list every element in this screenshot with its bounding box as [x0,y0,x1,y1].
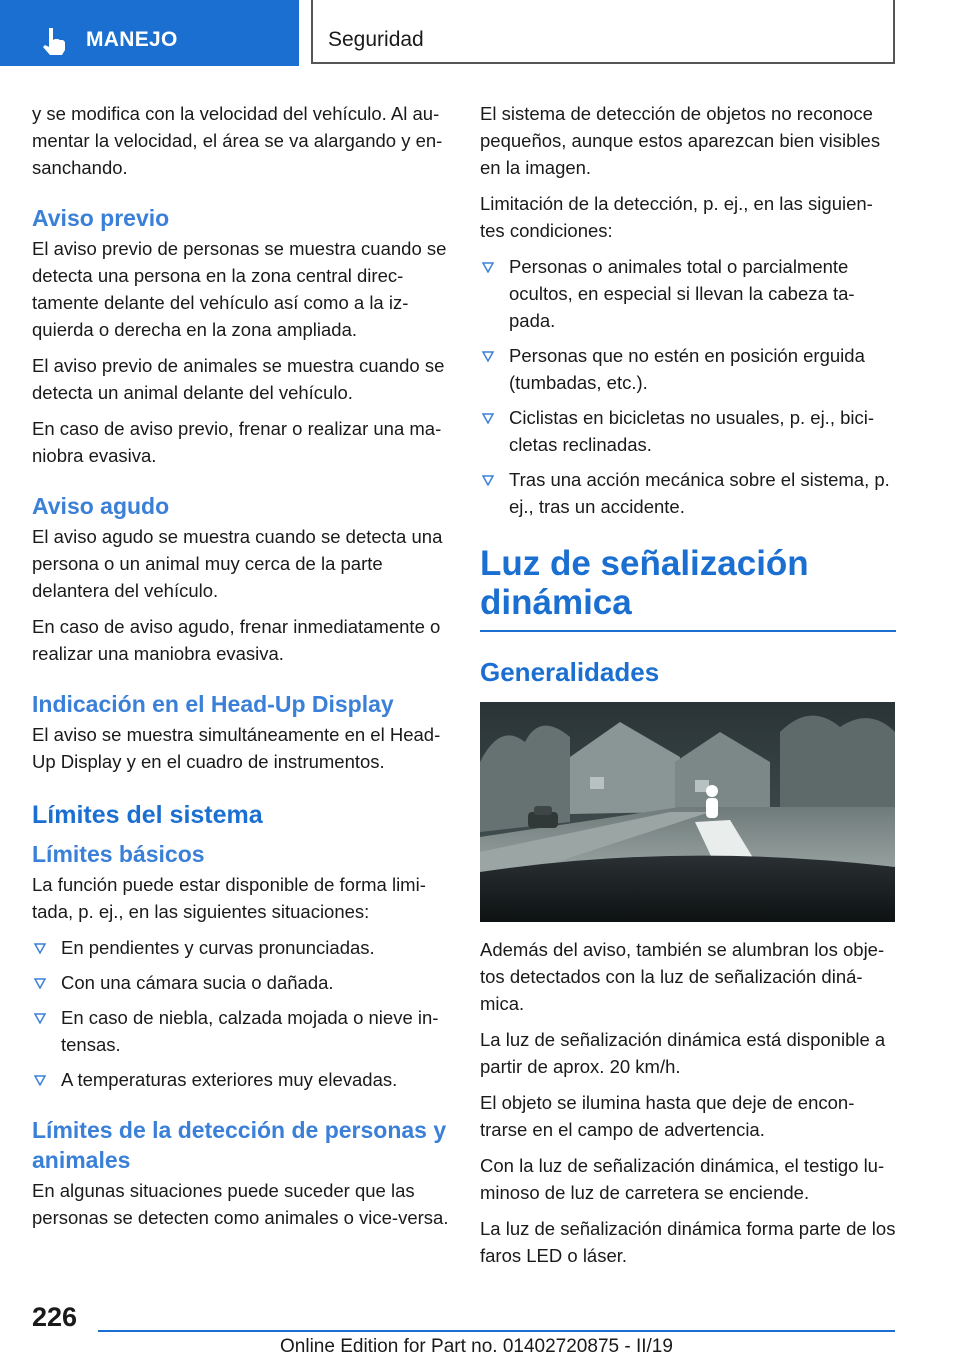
list-item-text: Ciclistas en bicicletas no usuales, p. ej., bici‐cletas reclinadas. [509,407,875,455]
hand-pointer-icon [40,26,70,56]
triangle-bullet-icon [34,1075,46,1086]
paragraph: La luz de señalización dinámica está disponible a partir de aprox. 20 km/h. [480,1029,886,1077]
paragraph: El aviso se muestra simultáneamente en el Head-Up Display y en el cuadro de instrumentos. [32,724,441,772]
paragraph: En caso de aviso agudo, frenar inmediatamente o realizar una maniobra evasiva. [32,616,441,664]
heading-limites-sistema: Límites del sistema [32,801,263,829]
heading-limites-basicos: Límites básicos [32,841,205,867]
heading-limites-deteccion: Límites de la detección de personas y animales [32,1117,447,1173]
list-item-text: Con una cámara sucia o dañada. [61,972,334,993]
footer-edition: Online Edition for Part no. 01402720875 - II/19 [280,1336,673,1357]
list-item [480,253,896,334]
paragraph: El aviso agudo se muestra cuando se detecta una persona o un animal muy cerca de la parte delantera del vehículo. [32,526,443,601]
right-column [480,100,896,1278]
list-item-text: En caso de niebla, calzada mojada o nieve in‐tensas. [61,1007,439,1055]
list-item-text: Personas o animales total o parcialmente ocultos, en especial si llevan la cabeza ta‐pada. [509,256,855,331]
list-item-text: En pendientes y curvas pronunciadas. [61,937,375,958]
heading-generalidades: Generalidades [480,657,660,687]
bullet-list [480,253,896,520]
page-number: 226 [32,1302,78,1332]
bullet-list [32,934,450,1093]
paragraph: Con la luz de señalización dinámica, el testigo lu‐minoso de luz de carretera se enciende. [480,1155,885,1203]
triangle-bullet-icon [482,475,494,486]
list-item [32,1004,450,1058]
paragraph: En caso de aviso previo, frenar o realizar una ma‐niobra evasiva. [32,418,442,466]
list-item-text: Tras una acción mecánica sobre el sistema, p. ej., tras un accidente. [509,469,890,517]
list-item [480,404,896,458]
triangle-bullet-icon [34,943,46,954]
paragraph: El aviso previo de animales se muestra cuando se detecta un animal delante del vehículo. [32,355,445,403]
paragraph: Además del aviso, también se alumbran los obje‐tos detectados con la luz de señalización diná‐mica. [480,939,885,1014]
paragraph: El objeto se ilumina hasta que deje de encon‐trarse en el campo de advertencia. [480,1092,855,1140]
paragraph: Limitación de la detección, p. ej., en las siguien‐tes condiciones: [480,193,873,241]
chapter-tab[interactable] [0,0,299,66]
paragraph: El aviso previo de personas se muestra cuando se detecta una persona en la zona central direc‐tamente delante del vehículo así como a la iz‐quierda o derecha en la zona ampliada. [32,238,447,340]
triangle-bullet-icon [482,262,494,273]
paragraph: En algunas situaciones puede suceder que las personas se detecten como animales o vice‐versa. [32,1180,449,1228]
chapter-tab-label: MANEJO [86,28,178,51]
section-header [311,0,895,64]
heading-head-up-display: Indicación en el Head-Up Display [32,691,394,717]
triangle-bullet-icon [34,1013,46,1024]
night-vision-illustration [480,702,895,922]
paragraph: El sistema de detección de objetos no reconoce pequeños, aunque estos aparezcan bien visibles en la imagen. [480,103,881,178]
left-column [32,100,450,1240]
chapter-heading: Luz de señalización dinámica [480,544,896,632]
triangle-bullet-icon [34,978,46,989]
paragraph-intro: y se modifica con la velocidad del vehículo. Al au‐mentar la velocidad, el área se va alargando y en‐sanchando. [32,103,443,178]
list-item [480,342,896,396]
heading-aviso-previo: Aviso previo [32,205,170,231]
footer-divider [98,1330,895,1332]
list-item-text: Personas que no estén en posición erguida (tumbadas, etc.). [509,345,865,393]
list-item-text: A temperaturas exteriores muy elevadas. [61,1069,398,1090]
list-item [32,934,450,961]
list-item [32,1066,450,1093]
triangle-bullet-icon [482,351,494,362]
paragraph: La función puede estar disponible de forma limi‐tada, p. ej., en las siguientes situaciones: [32,874,426,922]
triangle-bullet-icon [482,413,494,424]
heading-aviso-agudo: Aviso agudo [32,493,170,519]
section-title: Seguridad [328,28,424,51]
list-item [32,969,450,996]
list-item [480,466,896,520]
paragraph: La luz de señalización dinámica forma parte de los faros LED o láser. [480,1218,896,1266]
